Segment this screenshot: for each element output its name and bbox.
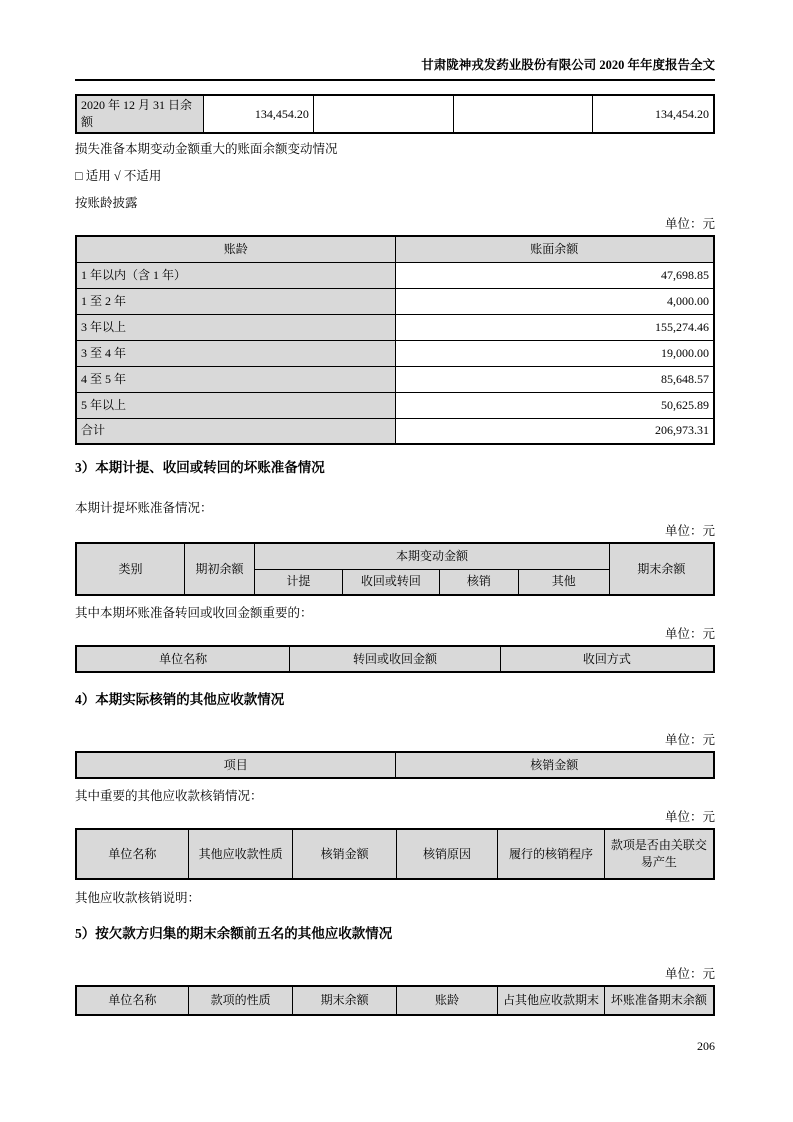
write-off-table xyxy=(75,751,715,779)
section5-heading: 5）按欠款方归集的期末余额前五名的其他应收款情况 xyxy=(75,926,393,941)
related-transaction-header: 款项是否由关联交易产生 xyxy=(604,829,714,879)
ending-balance-value-2 xyxy=(313,95,453,133)
item-header: 项目 xyxy=(76,752,395,778)
aging-row-value: 155,274.46 xyxy=(395,314,714,340)
aging-row-value: 50,625.89 xyxy=(395,392,714,418)
write-off-amount-header: 核销金额 xyxy=(293,829,396,879)
write-off-procedure-header: 履行的核销程序 xyxy=(498,829,605,879)
report-header-title: 甘肃陇神戎发药业股份有限公司 2020 年年度报告全文 xyxy=(75,0,715,81)
unit-label: 单位：元 xyxy=(664,810,715,824)
table-total-row xyxy=(76,418,714,444)
ending-balance-header: 期末余额 xyxy=(609,543,714,595)
payment-nature-header: 款项的性质 xyxy=(188,986,293,1015)
aging-row-label: 3 年以上 xyxy=(76,314,395,340)
write-off-detail-table xyxy=(75,828,715,880)
applicability-line xyxy=(75,168,715,185)
aging-row-value: 4,000.00 xyxy=(395,288,714,314)
balance-continuation-table xyxy=(75,94,715,134)
aging-row-value: 47,698.85 xyxy=(395,262,714,288)
page-number: 206 xyxy=(697,1039,715,1053)
aging-header: 账龄 xyxy=(76,236,395,262)
table-row xyxy=(76,288,714,314)
aging-row-label: 3 至 4 年 xyxy=(76,340,395,366)
aging-row-label: 5 年以上 xyxy=(76,392,395,418)
table-row xyxy=(76,366,714,392)
ending-balance-header: 期末余额 xyxy=(293,986,396,1015)
section3-important-note: 其中本期坏账准备转回或收回金额重要的： xyxy=(75,606,313,620)
loss-provision-note: 损失准备本期变动金额重大的账面余额变动情况 xyxy=(75,142,338,156)
other-header: 其他 xyxy=(518,569,609,595)
total-value: 206,973.31 xyxy=(395,418,714,444)
write-off-reason-header: 核销原因 xyxy=(396,829,497,879)
recovered-amount-header: 转回或收回金额 xyxy=(290,646,501,672)
unit-label: 单位：元 xyxy=(664,967,715,981)
section4-heading: 4）本期实际核销的其他应收款情况 xyxy=(75,692,285,707)
aging-row-value: 85,648.57 xyxy=(395,366,714,392)
check-icon: √ xyxy=(113,169,121,183)
table-header-row xyxy=(76,646,714,672)
table-header-row xyxy=(76,236,714,262)
current-change-header: 本期变动金额 xyxy=(255,543,610,569)
table-row xyxy=(76,340,714,366)
proportion-header: 占其他应收款期末 xyxy=(498,986,605,1015)
table-header-row xyxy=(76,752,714,778)
table-row xyxy=(76,262,714,288)
checkbox-unchecked-icon: □ xyxy=(75,169,83,183)
table-header-row xyxy=(76,986,714,1015)
section3-intro: 本期计提坏账准备情况： xyxy=(75,501,213,515)
top5-receivables-table xyxy=(75,985,715,1016)
unit-label: 单位：元 xyxy=(664,217,715,231)
unit-label: 单位：元 xyxy=(664,627,715,641)
ending-balance-row-label: 2020 年 12 月 31 日余额 xyxy=(76,95,204,133)
recovery-table xyxy=(75,645,715,673)
unit-label: 单位：元 xyxy=(664,733,715,747)
entity-name-header: 单位名称 xyxy=(76,646,290,672)
table-row xyxy=(76,392,714,418)
bad-debt-provision-table xyxy=(75,542,715,596)
entity-name-header: 单位名称 xyxy=(76,986,188,1015)
write-off-amount-header: 核销金额 xyxy=(395,752,714,778)
aging-disclosure-label: 按账龄披露 xyxy=(75,196,138,210)
section3-heading: 3）本期计提、收回或转回的坏账准备情况 xyxy=(75,460,325,475)
section4-note: 其他应收款核销说明： xyxy=(75,891,201,905)
applicable-label: 适用 xyxy=(85,169,111,183)
receivable-nature-header: 其他应收款性质 xyxy=(188,829,293,879)
ending-balance-value-4: 134,454.20 xyxy=(592,95,714,133)
provision-ending-balance-header: 坏账准备期末余额 xyxy=(604,986,714,1015)
table-header-row xyxy=(76,829,714,879)
recover-or-reverse-header: 收回或转回 xyxy=(342,569,440,595)
aging-row-value: 19,000.00 xyxy=(395,340,714,366)
not-applicable-label: 不适用 xyxy=(123,169,162,183)
aging-table xyxy=(75,235,715,445)
aging-row-label: 4 至 5 年 xyxy=(76,366,395,392)
ending-balance-value-3 xyxy=(454,95,592,133)
aging-row-label: 1 至 2 年 xyxy=(76,288,395,314)
accrual-header: 计提 xyxy=(255,569,342,595)
aging-row-label: 1 年以内（含 1 年） xyxy=(76,262,395,288)
category-header: 类别 xyxy=(76,543,184,595)
aging-header: 账龄 xyxy=(396,986,497,1015)
section4-important-note: 其中重要的其他应收款核销情况： xyxy=(75,789,263,803)
recovery-method-header: 收回方式 xyxy=(500,646,714,672)
ending-balance-value-1: 134,454.20 xyxy=(204,95,314,133)
table-header-row xyxy=(76,543,714,569)
table-row xyxy=(76,314,714,340)
table-row xyxy=(76,95,714,133)
beginning-balance-header: 期初余额 xyxy=(184,543,254,595)
unit-label: 单位：元 xyxy=(664,524,715,538)
total-label: 合计 xyxy=(76,418,395,444)
entity-name-header: 单位名称 xyxy=(76,829,188,879)
write-off-header: 核销 xyxy=(440,569,518,595)
book-balance-header: 账面余额 xyxy=(395,236,714,262)
